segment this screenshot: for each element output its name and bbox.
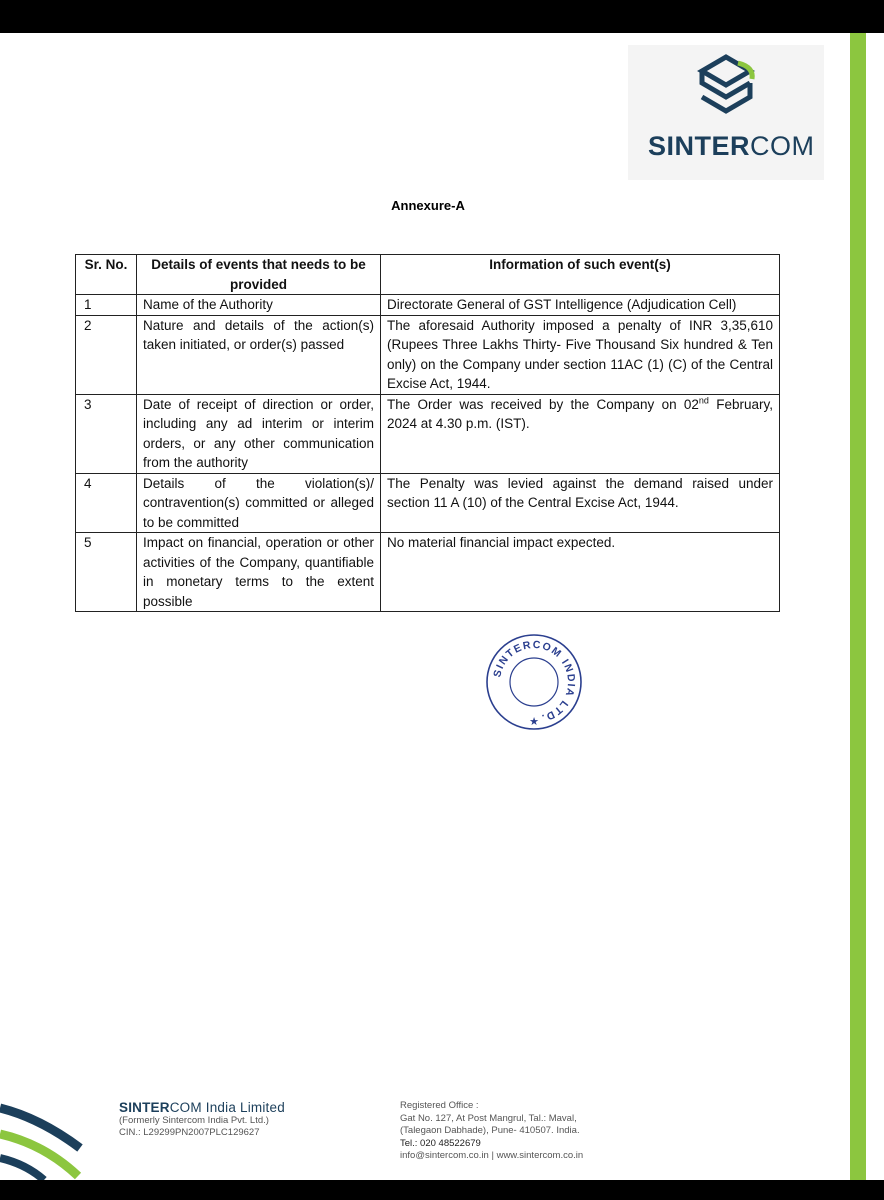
row-info: The Penalty was levied against the demand raised under section 11 A (10) of the Central Excise Act, 1944.	[381, 473, 780, 533]
sintercom-logo	[628, 45, 824, 180]
logo-s-icon	[690, 53, 762, 125]
row-details: Date of receipt of direction or order, including any ad interim or interim orders, or any other communication from the authority	[137, 394, 381, 473]
footer-cin: CIN.: L29299PN2007PLC129627	[119, 1127, 260, 1138]
row-details: Name of the Authority	[137, 295, 381, 316]
footer-formerly: (Formerly Sintercom India Pvt. Ltd.)	[119, 1115, 269, 1126]
email-website: info@sintercom.co.in | www.sintercom.co.in	[400, 1150, 584, 1161]
footer-registered-office	[400, 1100, 640, 1163]
annexure-title: Annexure-A	[391, 198, 465, 213]
header-sr-no: Sr. No.	[76, 255, 137, 295]
row-sr: 3	[76, 394, 137, 473]
table-row	[76, 315, 780, 394]
row-details: Nature and details of the action(s) taken initiated, or order(s) passed	[137, 315, 381, 394]
table-row	[76, 533, 780, 612]
table-header-row	[76, 255, 780, 295]
row-sr: 1	[76, 295, 137, 316]
row-info: The Order was received by the Company on 02nd February, 2024 at 4.30 p.m. (IST).	[381, 394, 780, 473]
table-row	[76, 394, 780, 473]
address-line-2: (Talegaon Dabhade), Pune- 410507. India.	[400, 1125, 580, 1136]
svg-text:★: ★	[529, 715, 539, 728]
row-info: No material financial impact expected.	[381, 533, 780, 612]
header-information: Information of such event(s)	[381, 255, 780, 295]
office-label: Registered Office :	[400, 1100, 479, 1111]
row-details: Impact on financial, operation or other activities of the Company, quantifiable in monetary terms to the extent possible	[137, 533, 381, 612]
row-details: Details of the violation(s)/ contravention(s) committed or alleged to be committed	[137, 473, 381, 533]
row-sr: 4	[76, 473, 137, 533]
table-row	[76, 295, 780, 316]
row-sr: 2	[76, 315, 137, 394]
address-line-1: Gat No. 127, At Post Mangrul, Tal.: Maval,	[400, 1112, 577, 1124]
company-seal-stamp	[484, 632, 584, 732]
footer-company-name: SINTERCOM India Limited	[119, 1100, 285, 1115]
header-details: Details of events that needs to be provided	[137, 255, 381, 295]
disclosure-table	[75, 254, 780, 612]
document-page	[0, 33, 884, 1180]
telephone: Tel.: 020 48522679	[400, 1137, 481, 1149]
page-edge-strip	[866, 33, 884, 1180]
svg-text:SINTERCOM INDIA LTD.: SINTERCOM INDIA LTD.	[491, 638, 578, 725]
row-info: Directorate General of GST Intelligence (Adjudication Cell)	[381, 295, 780, 316]
row-info: The aforesaid Authority imposed a penalty of INR 3,35,610 (Rupees Three Lakhs Thirty- Five Thousand Six hundred & Ten only) on the Company under section 11AC (1) (C) of the Central Excise Act, 1944.	[381, 315, 780, 394]
logo-wordmark: SINTERCOM	[648, 131, 815, 161]
table-row	[76, 473, 780, 533]
footer-swoosh-graphic	[0, 1068, 120, 1180]
row-sr: 5	[76, 533, 137, 612]
footer-company-info	[119, 1100, 285, 1139]
